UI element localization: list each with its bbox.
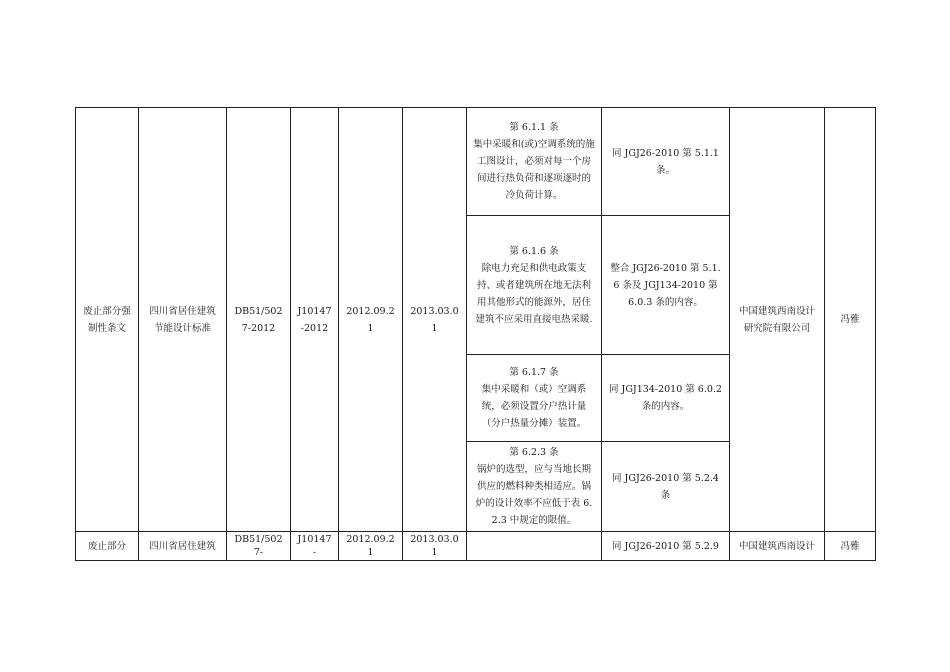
clause-cell (467, 442, 602, 532)
reference-cell: 整合 JGJ26-2010 第 5.1.6 条及 JGJ134-2010 第 6.0.3 条的内容。 (602, 216, 730, 355)
contact-cell: 冯雅 (825, 532, 876, 561)
clause-cell (467, 216, 602, 355)
clause-cell (467, 355, 602, 442)
reference-cell: 同 JGJ26-2010 第 5.2.9 (602, 532, 730, 561)
standard-no-cell: DB51/5027- (227, 532, 291, 561)
clause-cell (467, 108, 602, 216)
publish-date-cell: 2012.09.21 (339, 108, 403, 532)
editor-unit-cell: 中国建筑西南设计研究院有限公司 (730, 108, 825, 532)
clause-title: 第 6.1.6 条 (509, 245, 559, 257)
publish-date-cell: 2012.09.21 (339, 532, 403, 561)
effective-date-cell: 2013.03.01 (403, 532, 467, 561)
clause-text: 除电力充足和供电政策支持、或者建筑所在地无法利用其他形式的能源外，居住建筑不应采用直接电热采暖. (475, 262, 593, 325)
category-cell: 废止部分 (76, 532, 139, 561)
category-cell: 废止部分强制性条文 (76, 108, 139, 532)
table-row (76, 532, 876, 561)
clause-title: 第 6.1.7 条 (509, 367, 559, 378)
standard-name-cell: 四川省居住建筑节能设计标准 (139, 108, 227, 532)
clause-text: 集中采暖和(或)空调系统的施工图设计，必须对每一个房间进行热负荷和逐项逐时的冷负荷计算。 (473, 139, 595, 201)
standards-table (75, 107, 876, 561)
table-row (76, 108, 876, 216)
clause-text: 集中采暖和（或）空调系统，必须设置分户热计量（分户热量分摊）装置。 (481, 384, 587, 429)
contact-cell: 冯雅 (825, 108, 876, 532)
standard-name-cell: 四川省居住建筑 (139, 532, 227, 561)
clause-cell (467, 532, 602, 561)
reference-cell: 同 JGJ26-2010 第 5.1.1 条。 (602, 108, 730, 216)
reference-cell: 同 JGJ26-2010 第 5.2.4 条 (602, 442, 730, 532)
record-no-cell: J10147- (291, 532, 339, 561)
record-no-cell: J10147-2012 (291, 108, 339, 532)
reference-cell: 同 JGJ134-2010 第 6.0.2 条的内容。 (602, 355, 730, 442)
standard-no-cell: DB51/5027-2012 (227, 108, 291, 532)
editor-unit-cell: 中国建筑西南设计 (730, 532, 825, 561)
clause-title: 第 6.1.1 条 (509, 122, 559, 133)
clause-title: 第 6.2.3 条 (509, 447, 559, 458)
effective-date-cell: 2013.03.01 (403, 108, 467, 532)
clause-text: 锅炉的选型，应与当地长期供应的燃料种类相适应。锅炉的设计效率不应低于表 6.2.3 中规定的限值。 (475, 464, 593, 526)
